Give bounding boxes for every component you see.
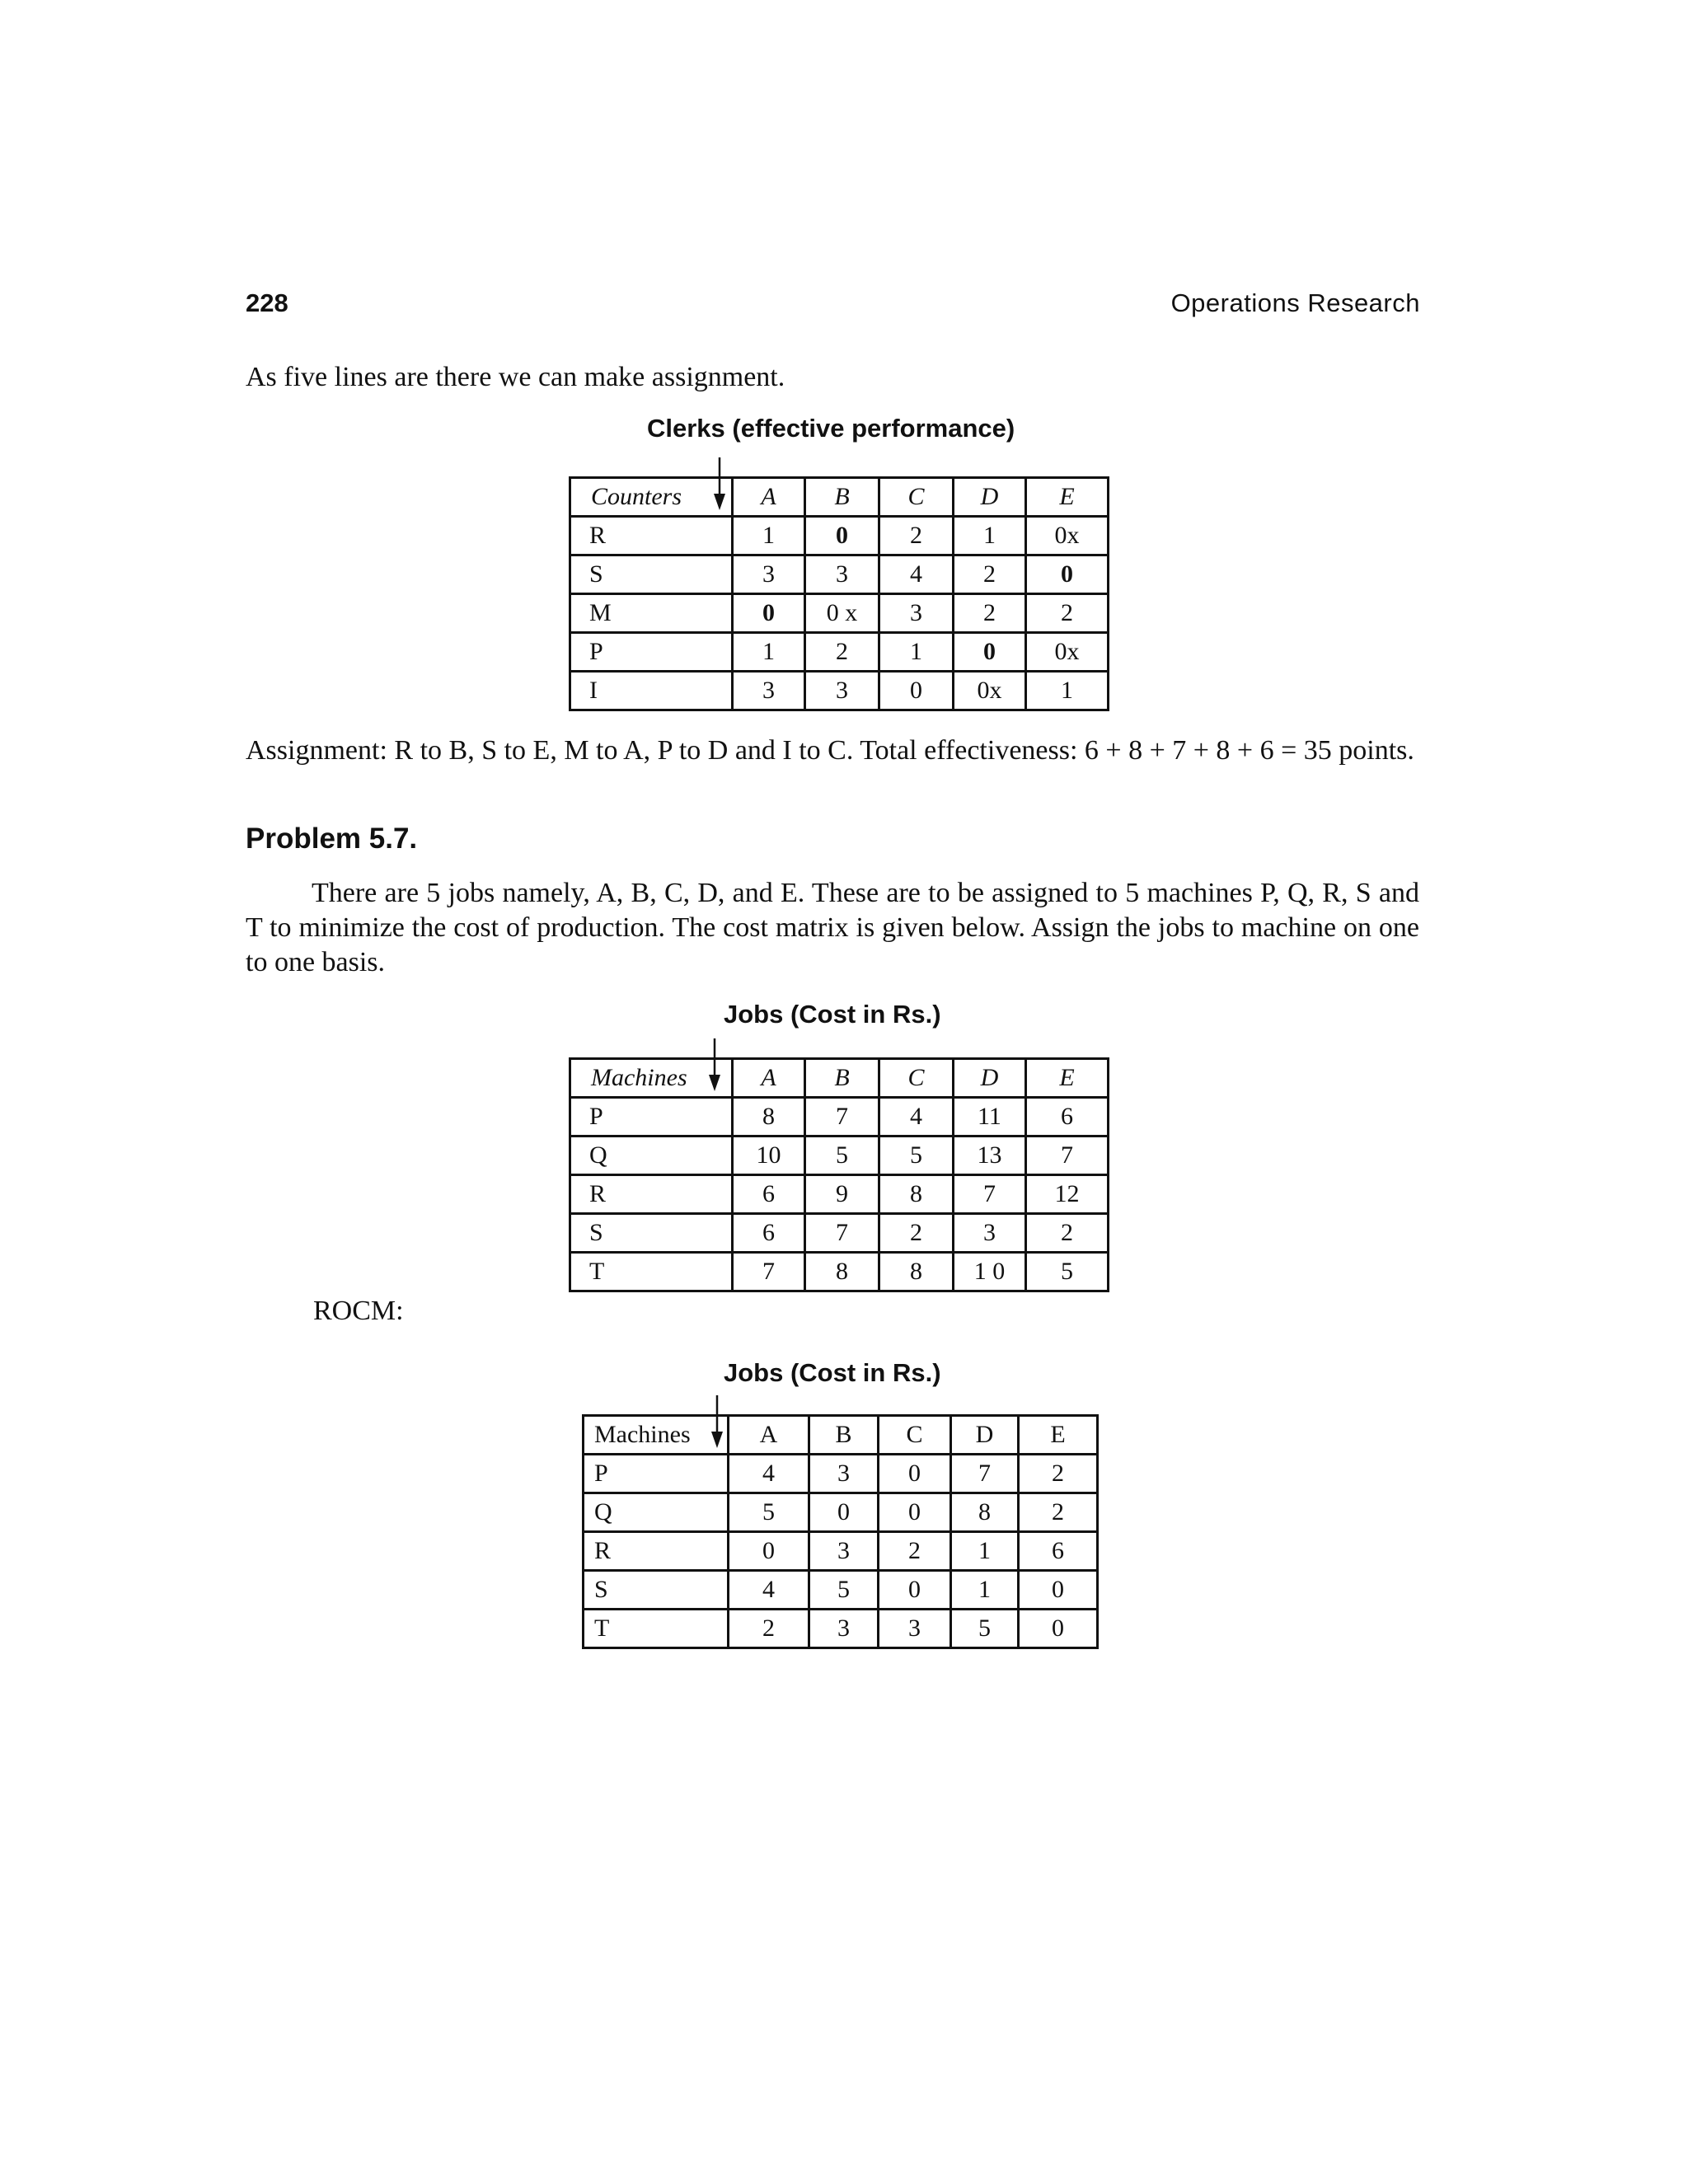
table-row: [570, 555, 1109, 594]
table-cell: 8: [733, 1098, 805, 1137]
table1-col-header: C: [879, 478, 954, 517]
table-cell: 5: [951, 1610, 1019, 1648]
arrow-down-icon: [709, 1395, 725, 1451]
table-cell: 2: [879, 1532, 951, 1571]
assignment-paragraph: Assignment: R to B, S to E, M to A, P to D and I to C. Total effectiveness: 6 + 8 + 7 + 8 + 6 = 35 points.: [246, 735, 1414, 766]
table2-corner-label: Machines: [591, 1064, 687, 1091]
problem-paragraph: There are 5 jobs namely, A, B, C, D, and E. These are to be assigned to 5 machines P, Q, R, S and T to minimize the cost of production. The cost matrix is given below. Assign the jobs to machine on one to one basis.: [246, 878, 1419, 977]
table-cell: 0: [879, 672, 954, 710]
row-label: R: [570, 517, 733, 555]
arrow-down-icon: [706, 1038, 723, 1094]
table-cell: 5: [809, 1571, 879, 1610]
table-row: [570, 633, 1109, 672]
table-row: [570, 1253, 1109, 1291]
table-cell: 2: [1019, 1493, 1098, 1532]
row-label: Q: [570, 1137, 733, 1175]
table2-caption: Jobs (Cost in Rs.): [724, 1000, 941, 1029]
table1-header-row: [570, 478, 1109, 517]
table-row: [584, 1610, 1098, 1648]
assigned-zero-cell: 0: [733, 594, 805, 633]
table-cell: 3: [954, 1214, 1026, 1253]
table-cell: 13: [954, 1137, 1026, 1175]
table2-col-header: C: [879, 1059, 954, 1098]
table-cell: 4: [879, 555, 954, 594]
crossed-zero-cell: 0x: [1026, 517, 1109, 555]
table-cell: 8: [805, 1253, 879, 1291]
table-cell: 7: [733, 1253, 805, 1291]
table1-col-header: B: [805, 478, 879, 517]
table-cell: 7: [951, 1455, 1019, 1493]
table3-col-header: E: [1019, 1416, 1098, 1455]
table-cell: 4: [729, 1571, 809, 1610]
table2-col-header: A: [733, 1059, 805, 1098]
table2-col-header: D: [954, 1059, 1026, 1098]
table-cell: 1: [954, 517, 1026, 555]
table-cell: 0: [879, 1493, 951, 1532]
table-cell: 7: [1026, 1137, 1109, 1175]
table-cell: 0: [1019, 1610, 1098, 1648]
table-cell: 1: [951, 1532, 1019, 1571]
intro-paragraph: As five lines are there we can make assignment.: [246, 362, 785, 392]
assigned-zero-cell: 0: [1026, 555, 1109, 594]
table-cell: 1: [733, 633, 805, 672]
cost-matrix-table: [569, 1057, 1109, 1292]
row-label: S: [570, 555, 733, 594]
table2-col-header: E: [1026, 1059, 1109, 1098]
table-cell: 1: [733, 517, 805, 555]
table3-col-header: A: [729, 1416, 809, 1455]
table-cell: 7: [954, 1175, 1026, 1214]
table-row: [584, 1532, 1098, 1571]
table-cell: 6: [733, 1175, 805, 1214]
table-cell: 8: [951, 1493, 1019, 1532]
table-cell: 3: [733, 555, 805, 594]
table-cell: 5: [1026, 1253, 1109, 1291]
table-cell: 2: [805, 633, 879, 672]
table-cell: 0: [1019, 1571, 1098, 1610]
table-cell: 2: [1026, 594, 1109, 633]
row-reduced-cost-table: [582, 1414, 1099, 1649]
table-row: [570, 672, 1109, 710]
table-row: [584, 1493, 1098, 1532]
table-cell: 3: [809, 1532, 879, 1571]
row-label: S: [570, 1214, 733, 1253]
table-cell: 7: [805, 1098, 879, 1137]
table1-corner-cell: [570, 478, 733, 517]
table-cell: 1: [879, 633, 954, 672]
row-label: Q: [584, 1493, 729, 1532]
row-label: P: [570, 1098, 733, 1137]
table3-header-row: [584, 1416, 1098, 1455]
table2-col-header: B: [805, 1059, 879, 1098]
table-cell: 3: [809, 1455, 879, 1493]
table-cell: 3: [733, 672, 805, 710]
table-cell: 5: [805, 1137, 879, 1175]
table-cell: 1 0: [954, 1253, 1026, 1291]
table-cell: 3: [879, 1610, 951, 1648]
table-cell: 9: [805, 1175, 879, 1214]
table-cell: 2: [729, 1610, 809, 1648]
clerks-performance-table: [569, 476, 1109, 711]
table-cell: 2: [879, 1214, 954, 1253]
row-label: P: [584, 1455, 729, 1493]
rocm-label: ROCM:: [313, 1296, 404, 1326]
assigned-zero-cell: 0: [954, 633, 1026, 672]
crossed-zero-cell: 0x: [954, 672, 1026, 710]
table3-col-header: C: [879, 1416, 951, 1455]
table-cell: 0: [879, 1571, 951, 1610]
table-cell: 6: [733, 1214, 805, 1253]
table3-corner-label: Machines: [594, 1421, 691, 1448]
crossed-zero-cell: 0x: [1026, 633, 1109, 672]
table1-col-header: A: [733, 478, 805, 517]
table-row: [570, 594, 1109, 633]
table-cell: 6: [1019, 1532, 1098, 1571]
table-cell: 1: [951, 1571, 1019, 1610]
table-cell: 2: [879, 517, 954, 555]
table-cell: 10: [733, 1137, 805, 1175]
table-cell: 2: [1026, 1214, 1109, 1253]
table-row: [570, 1137, 1109, 1175]
table2-header-row: [570, 1059, 1109, 1098]
table-row: [570, 1175, 1109, 1214]
assigned-zero-cell: 0: [805, 517, 879, 555]
table-cell: 0: [809, 1493, 879, 1532]
row-label: I: [570, 672, 733, 710]
table-row: [570, 517, 1109, 555]
table-cell: 3: [805, 672, 879, 710]
table-cell: 2: [954, 555, 1026, 594]
table-row: [570, 1098, 1109, 1137]
arrow-down-icon: [711, 457, 728, 513]
running-header-title: Operations Research: [1170, 288, 1420, 317]
row-label: R: [584, 1532, 729, 1571]
table-cell: 3: [809, 1610, 879, 1648]
table-cell: 8: [879, 1253, 954, 1291]
page-number: 228: [246, 288, 288, 317]
table-cell: 2: [1019, 1455, 1098, 1493]
row-label: M: [570, 594, 733, 633]
row-label: T: [584, 1610, 729, 1648]
row-label: R: [570, 1175, 733, 1214]
table3-corner-cell: [584, 1416, 729, 1455]
table-cell: 8: [879, 1175, 954, 1214]
table-cell: 0: [729, 1532, 809, 1571]
table-cell: 5: [729, 1493, 809, 1532]
row-label: T: [570, 1253, 733, 1291]
table-cell: 6: [1026, 1098, 1109, 1137]
table-cell: 3: [805, 555, 879, 594]
table-row: [570, 1214, 1109, 1253]
table-cell: 4: [879, 1098, 954, 1137]
table-cell: 1: [1026, 672, 1109, 710]
table3-col-header: D: [951, 1416, 1019, 1455]
table-cell: 3: [879, 594, 954, 633]
table3-col-header: B: [809, 1416, 879, 1455]
row-label: S: [584, 1571, 729, 1610]
table-cell: 4: [729, 1455, 809, 1493]
table-cell: 2: [954, 594, 1026, 633]
crossed-zero-cell: 0 x: [805, 594, 879, 633]
table-cell: 7: [805, 1214, 879, 1253]
table1-col-header: D: [954, 478, 1026, 517]
table-row: [584, 1571, 1098, 1610]
table1-corner-label: Counters: [591, 483, 682, 510]
table-cell: 11: [954, 1098, 1026, 1137]
table-cell: 12: [1026, 1175, 1109, 1214]
table1-col-header: E: [1026, 478, 1109, 517]
table2-corner-cell: [570, 1059, 733, 1098]
table-cell: 5: [879, 1137, 954, 1175]
table1-caption: Clerks (effective performance): [647, 414, 1015, 443]
row-label: P: [570, 633, 733, 672]
problem-heading: Problem 5.7.: [246, 823, 418, 855]
table3-caption: Jobs (Cost in Rs.): [724, 1358, 941, 1387]
table-cell: 0: [879, 1455, 951, 1493]
table-row: [584, 1455, 1098, 1493]
